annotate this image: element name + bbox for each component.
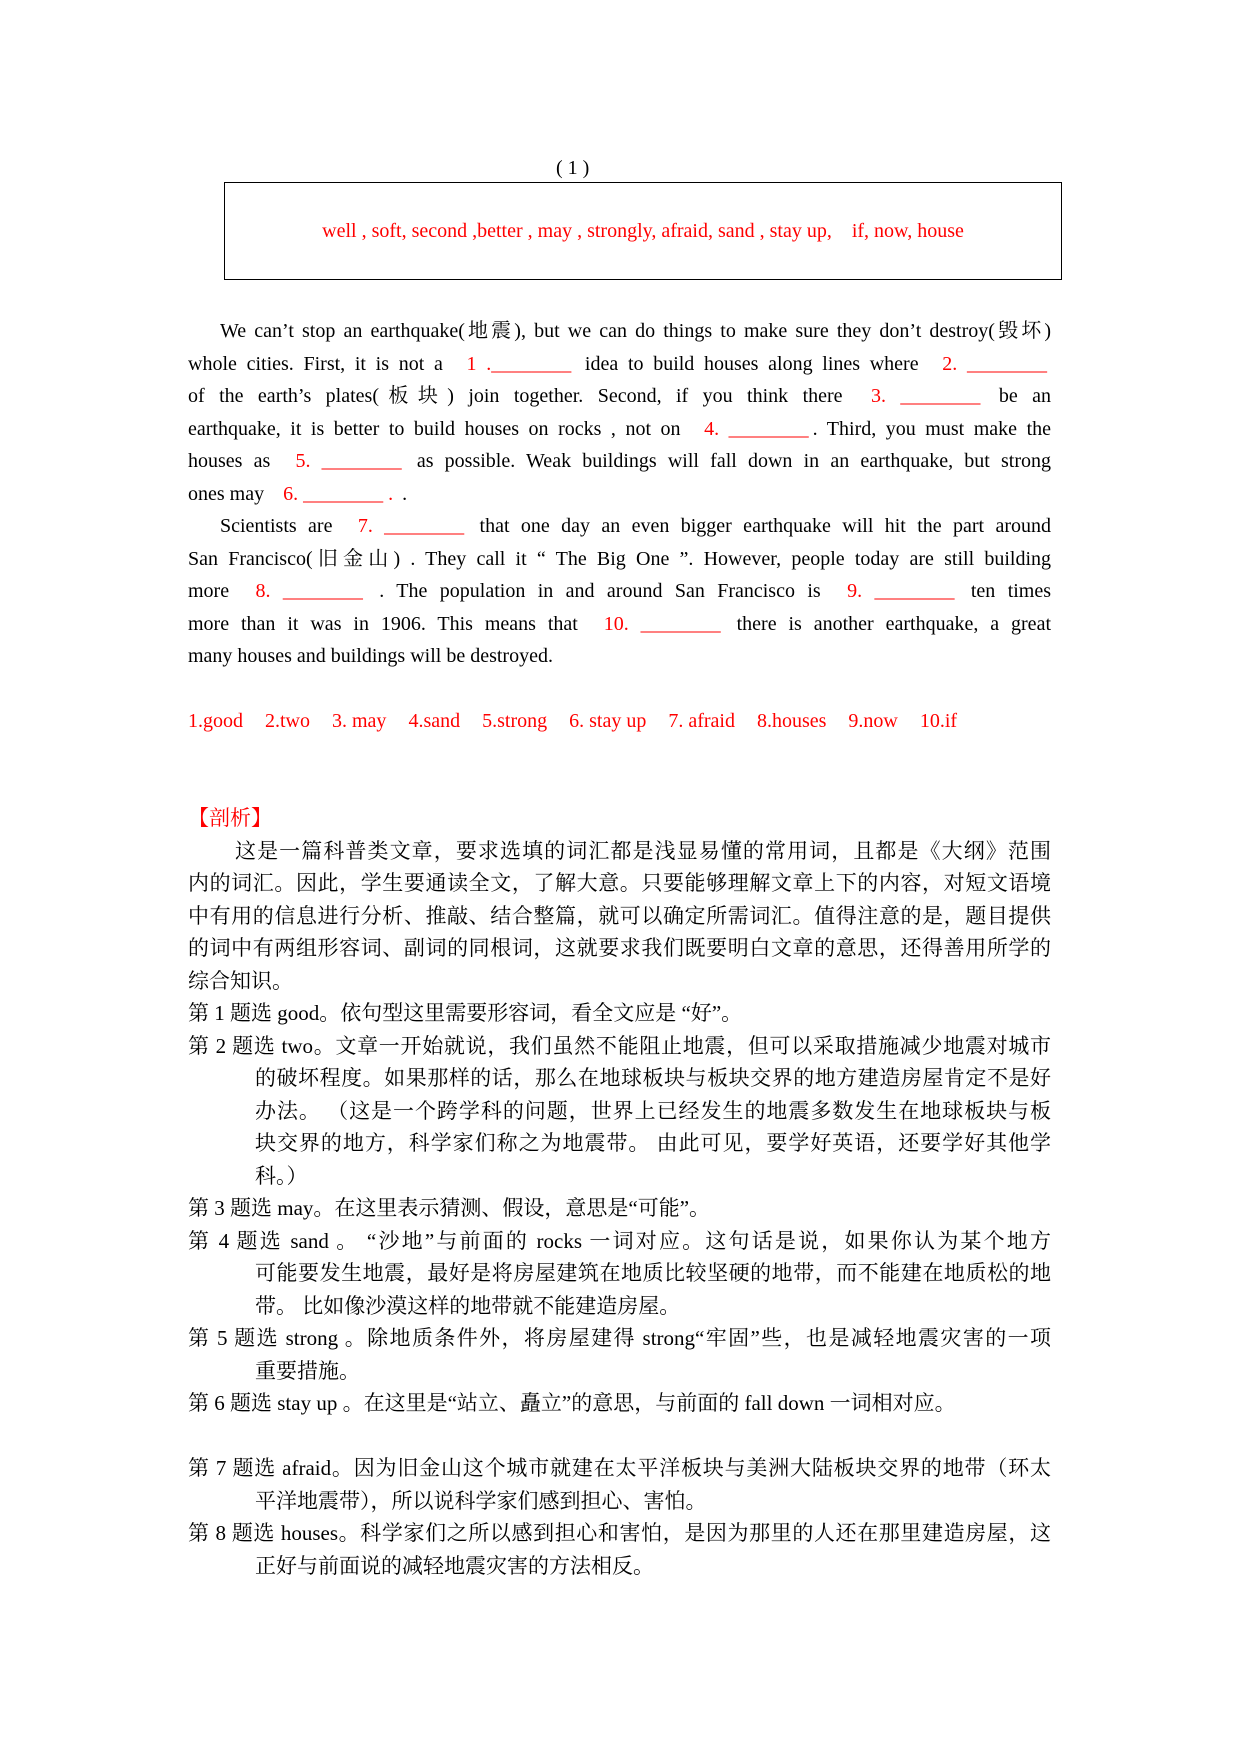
passage-text: more: [188, 580, 242, 602]
answer-item: 7. afraid: [668, 710, 735, 732]
answer-blank: 3. ________: [870, 385, 981, 407]
analysis-item-line: 第 7 题选 afraid。因为旧金山这个城市就建在太平洋板块与美洲大陆板块交界的地带（环太: [188, 1456, 1051, 1480]
analysis-item: [188, 1322, 1051, 1387]
answer-item: 1.good: [188, 710, 243, 732]
analysis-item-line: 可能要发生地震，最好是将房屋建筑在地质比较坚硬的地带，而不能建在地质松的地: [255, 1261, 1051, 1285]
answer-item: 8.houses: [756, 710, 827, 732]
passage-text: that one day an even bigger earthquake will hit the part around: [468, 515, 1051, 537]
passage-paragraph: [188, 315, 1051, 510]
cloze-passage: [188, 315, 1051, 673]
passage-line: [188, 348, 1051, 381]
analysis-item-line: 重要措施。: [255, 1358, 360, 1383]
analysis-item: [188, 997, 1051, 1030]
answer-blank: 1 .________: [466, 352, 572, 375]
analysis-item-line: 第 6 题选 stay up 。在这里是“站立、矗立”的意思，与前面的 fall down 一词相对应。: [188, 1391, 956, 1415]
analysis-item-line: 第 3 题选 may。在这里表示猜测、假设，意思是“可能”。: [188, 1196, 711, 1220]
passage-text: We can’t stop an earthquake(地震), but we can do things to make sure they don’t destroy(毁坏): [220, 320, 1051, 342]
answer-item: 6. stay up: [569, 710, 647, 732]
analysis-items: [188, 997, 1051, 1582]
analysis-item-line: 平洋地震带），所以说科学家们感到担心、害怕。: [255, 1488, 707, 1513]
answer-blank: 7. ________: [357, 515, 465, 537]
passage-line: [188, 445, 1051, 478]
analysis-item: [188, 1387, 1051, 1420]
passage-line: [188, 413, 1051, 446]
passage-text: earthquake, it is better to build houses on rocks , not on: [188, 417, 691, 440]
passage-text: . Third, you must make the: [812, 417, 1051, 440]
answer-key: [188, 705, 957, 738]
passage-line: [188, 315, 1051, 348]
answer-item: 10.if: [919, 710, 958, 732]
answer-blank: 10. ________: [603, 612, 721, 635]
passage-line: [188, 478, 1051, 511]
passage-text: houses as: [188, 450, 282, 472]
exercise-number: ( 1 ): [556, 157, 590, 179]
analysis-intro-line: 中有用的信息进行分析、推敲、结合整篇，就可以确定所需词汇。值得注意的是，题目提供: [188, 903, 1051, 928]
analysis-item: [188, 1192, 1051, 1225]
answer-item: 9.now: [848, 710, 898, 732]
analysis-item-line: 带。 比如像沙漠这样的地带就不能建造房屋。: [255, 1293, 681, 1318]
analysis-item-line: 第 8 题选 houses。科学家们之所以感到担心和害怕，是因为那里的人还在那里建造房屋，这: [188, 1521, 1051, 1545]
passage-text: as possible. Weak buildings will fall down in an earthquake, but strong: [405, 450, 1051, 472]
answer-blank: 2. ________: [942, 352, 1047, 375]
analysis-intro-line: 内的词汇。因此，学生要通读全文，了解大意。只要能够理解文章上下的内容，对短文语境: [188, 871, 1051, 895]
analysis-intro: [188, 835, 1051, 998]
analysis-item-line: 第 5 题选 strong 。除地质条件外，将房屋建得 strong“牢固”些，也是减轻地震灾害的一项: [188, 1326, 1051, 1350]
passage-text: more than it was in 1906. This means that: [188, 612, 590, 635]
analysis-item-line: 正好与前面说的减轻地震灾害的方法相反。: [255, 1553, 654, 1578]
passage-text: ten times: [958, 580, 1051, 602]
analysis-item-line: 第 1 题选 good。依句型这里需要形容词，看全文应是 “好”。: [188, 1001, 743, 1025]
passage-text: of the earth’s plates(板块) join together. Second, if you think there: [188, 385, 857, 407]
word-bank-box: [224, 182, 1062, 280]
passage-text: San Francisco(旧金山) . They call it “ The Big One ”. However, people today are still building: [188, 547, 1051, 570]
answer-blank: 8. ________: [255, 580, 363, 602]
analysis-item-line: 科。）: [255, 1163, 308, 1188]
answer-blank: 5. ________: [295, 450, 402, 472]
analysis-item-line: 第 2 题选 two。文章一开始就说，我们虽然不能阻止地震，但可以采取措施减少地震对城市: [188, 1033, 1051, 1058]
answer-item: 4.sand: [408, 710, 461, 732]
answer-item: 5.strong: [482, 710, 548, 732]
analysis-intro-line: 综合知识。: [188, 968, 293, 993]
passage-paragraph: [188, 510, 1051, 673]
word-bank: well , soft, second ,better , may , strongly, afraid, sand , stay up, if, now, house: [322, 219, 964, 242]
analysis-item-line: 办法。 （这是一个跨学科的问题，世界上已经发生的地震多数发生在地球板块与板: [255, 1098, 1051, 1123]
analysis-item: [188, 1452, 1051, 1517]
passage-text: idea to build houses along lines where: [575, 352, 929, 375]
answer-item: 3. may: [332, 710, 387, 732]
answer-item: 2.two: [265, 710, 310, 732]
analysis-item: [188, 1225, 1051, 1323]
analysis-item: [188, 1030, 1051, 1193]
passage-line: [188, 608, 1051, 641]
answer-blank: 4. ________: [704, 417, 809, 440]
answer-blank: 9. ________: [847, 580, 955, 602]
analysis-section: [188, 802, 1051, 1582]
passage-line: [188, 510, 1051, 543]
passage-text: be an: [984, 385, 1051, 407]
passage-line: [188, 575, 1051, 608]
analysis-heading: 【剖析】: [188, 806, 272, 830]
passage-text: many houses and buildings will be destroyed.: [188, 645, 553, 667]
analysis-item-line: 块交界的地方，科学家们称之为地震带。 由此可见，要学好英语，还要学好其他学: [255, 1131, 1051, 1155]
passage-text: .: [397, 482, 408, 505]
answer-blank: 6. ________ .: [283, 482, 394, 505]
passage-line: [188, 640, 1051, 673]
passage-text: . The population in and around San Francisco is: [366, 580, 834, 602]
analysis-item-line: 第 4 题选 sand 。 “沙地”与前面的 rocks 一词对应。这句话是说，如果你认为某个地方: [188, 1228, 1051, 1253]
analysis-item-line: 的破坏程度。如果那样的话，那么在地球板块与板块交界的地方建造房屋肯定不是好: [255, 1066, 1051, 1090]
passage-text: ones may: [188, 482, 270, 505]
passage-text: whole cities. First, it is not a: [188, 352, 453, 375]
analysis-intro-line: 这是一篇科普类文章，要求选填的词汇都是浅显易懂的常用词，且都是《大纲》范围: [235, 838, 1051, 863]
passage-line: [188, 543, 1051, 576]
passage-line: [188, 380, 1051, 413]
analysis-intro-line: 的词中有两组形容词、副词的同根词，这就要求我们既要明白文章的意思，还得善用所学的: [188, 936, 1051, 960]
passage-text: Scientists are: [220, 515, 344, 537]
analysis-item: [188, 1517, 1051, 1582]
passage-text: there is another earthquake, a great: [724, 612, 1051, 635]
